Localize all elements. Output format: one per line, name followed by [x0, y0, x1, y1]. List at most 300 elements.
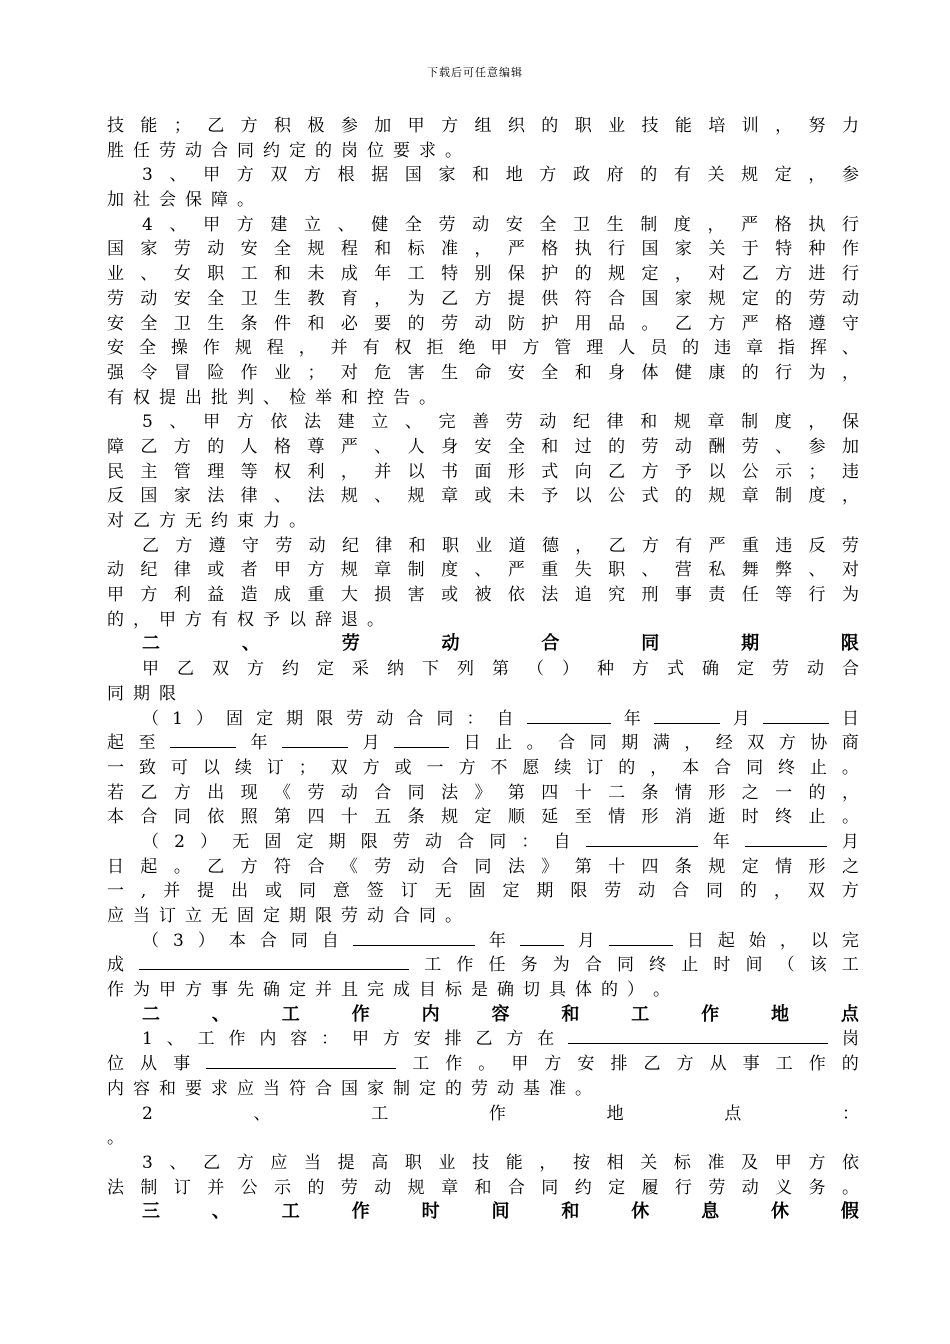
- char: 条: [407, 807, 425, 828]
- char: ，: [808, 412, 826, 433]
- char: 业: [274, 362, 292, 383]
- char: 据: [371, 165, 389, 186]
- char: 胜: [107, 140, 124, 161]
- char: 甲: [203, 165, 221, 186]
- char: （: [527, 659, 544, 680]
- char: 作: [228, 1029, 246, 1050]
- char: 用: [574, 313, 592, 334]
- char: 章: [441, 1177, 459, 1198]
- char: 过: [574, 436, 592, 457]
- text-line: [107, 361, 859, 386]
- char: 主: [140, 461, 158, 482]
- char: 的: [541, 116, 559, 136]
- char: 合: [558, 733, 576, 754]
- char: 国: [140, 486, 158, 507]
- char: 法: [441, 782, 459, 803]
- char: 甲: [159, 609, 176, 630]
- char: 弊: [775, 560, 793, 581]
- char: ，: [841, 362, 859, 383]
- char: 挥: [809, 338, 827, 359]
- char: 动: [140, 288, 158, 309]
- char: 严: [507, 560, 525, 581]
- char: 劳: [341, 906, 358, 926]
- char: 方: [841, 881, 859, 902]
- char: 同: [474, 856, 492, 877]
- char: 有: [362, 338, 380, 359]
- char: 和: [474, 1177, 492, 1198]
- char: 十: [608, 856, 626, 877]
- char: 并: [374, 461, 392, 482]
- char: 务: [808, 1177, 826, 1198]
- char: 合: [457, 831, 475, 852]
- char: 方: [159, 511, 176, 531]
- char: 商: [841, 733, 859, 754]
- char: 止: [495, 733, 513, 754]
- char: 法: [207, 486, 225, 507]
- char: ：: [841, 1103, 859, 1124]
- section-heading: [107, 1200, 859, 1225]
- char: 地: [505, 165, 523, 186]
- char: 参: [808, 436, 826, 457]
- char: 度: [774, 412, 792, 433]
- char: 甲: [511, 1054, 529, 1075]
- char: 逝: [708, 807, 726, 828]
- char: 安: [505, 214, 523, 235]
- char: 理: [207, 461, 225, 482]
- char: 的: [741, 362, 759, 383]
- char: 护: [541, 313, 559, 334]
- char: 职: [207, 264, 225, 285]
- char: 行: [841, 264, 859, 285]
- char: 消: [674, 807, 692, 828]
- text-line: [107, 114, 859, 139]
- char: 能: [505, 1152, 523, 1173]
- char: 乙: [475, 1029, 493, 1050]
- char: 障: [107, 436, 124, 457]
- char: 的: [674, 486, 692, 507]
- char: 规: [441, 807, 459, 828]
- char: 约: [574, 1177, 592, 1198]
- char: 家: [367, 1078, 384, 1099]
- char: 方: [641, 461, 659, 482]
- char: 日: [841, 708, 859, 729]
- char: 险: [207, 362, 225, 383]
- char: 同: [589, 733, 607, 754]
- char: 始: [748, 930, 766, 951]
- char: 第: [507, 782, 525, 803]
- char: 合: [842, 659, 859, 680]
- char: 月: [577, 930, 595, 951]
- text-line: [107, 386, 859, 411]
- char: 行: [775, 362, 793, 383]
- char: 》: [541, 856, 559, 877]
- fill-in-blank: [586, 830, 698, 847]
- char: 容: [133, 1078, 150, 1099]
- char: 工: [841, 955, 859, 976]
- char: 时: [741, 807, 759, 828]
- char: 5: [142, 412, 153, 433]
- char: 的: [775, 288, 793, 309]
- char: 固: [226, 708, 244, 729]
- char: ，: [298, 338, 316, 359]
- char: 基: [523, 1078, 540, 1099]
- char: 符: [574, 288, 592, 309]
- char: 求: [419, 140, 436, 161]
- char: 规: [708, 486, 726, 507]
- char: 为: [808, 362, 826, 383]
- char: 定: [474, 807, 492, 828]
- char: 有: [107, 387, 124, 408]
- char: 定: [737, 659, 754, 680]
- char: 束: [237, 511, 254, 531]
- text-line: [107, 1176, 859, 1201]
- char: ）: [197, 930, 215, 951]
- char: 安: [474, 436, 492, 457]
- char: 订: [266, 757, 284, 778]
- char: 完: [367, 980, 384, 1001]
- char: 件: [274, 313, 292, 334]
- char: 的: [315, 140, 332, 161]
- text-line: [107, 509, 859, 534]
- char: 动: [407, 856, 425, 877]
- char: 批: [211, 387, 228, 408]
- char: 3: [142, 1152, 153, 1173]
- char: 容: [491, 1003, 510, 1025]
- char: 合: [374, 782, 392, 803]
- char: 。: [107, 1128, 124, 1149]
- char: 提: [507, 288, 525, 309]
- char: 告: [393, 387, 410, 408]
- char: 终: [778, 757, 796, 778]
- char: 双: [330, 757, 348, 778]
- char: 当: [133, 906, 150, 926]
- char: 方: [506, 1029, 524, 1050]
- char: 依: [507, 585, 525, 606]
- char: 家: [674, 288, 692, 309]
- char: 方: [185, 980, 202, 1001]
- char: 和: [159, 1078, 176, 1099]
- text-line: [107, 287, 859, 312]
- char: 安: [507, 362, 525, 383]
- char: 息: [701, 1201, 720, 1223]
- char: 方: [236, 165, 254, 186]
- char: 立: [185, 906, 202, 926]
- char: 以: [708, 461, 726, 482]
- char: 防: [507, 313, 525, 334]
- char: 并: [207, 1177, 225, 1198]
- char: 体: [641, 362, 659, 383]
- char: 形: [808, 856, 826, 877]
- char: 格: [541, 239, 559, 260]
- char: 刑: [641, 585, 659, 606]
- char: 4: [142, 214, 153, 235]
- char: 二: [608, 782, 626, 803]
- char: 加: [107, 190, 124, 211]
- char: 社: [133, 190, 150, 211]
- text-line: [107, 435, 859, 460]
- char: 公: [240, 1177, 258, 1198]
- char: 方: [173, 782, 191, 803]
- char: 。: [641, 313, 659, 334]
- char: 作: [445, 1054, 463, 1075]
- char: 律: [375, 535, 393, 556]
- char: 四: [641, 856, 659, 877]
- char: 为: [133, 980, 150, 1001]
- char: 动: [638, 881, 656, 902]
- char: 障: [211, 190, 228, 211]
- char: 出: [231, 881, 249, 902]
- char: 。: [841, 757, 859, 778]
- char: 期: [536, 881, 554, 902]
- text-line: [107, 484, 859, 509]
- char: 一: [426, 757, 444, 778]
- char: 权: [133, 387, 150, 408]
- char: 切: [523, 980, 540, 1001]
- char: 。: [841, 1177, 859, 1198]
- char: 动: [424, 831, 442, 852]
- char: 业: [475, 535, 493, 556]
- char: 乙: [741, 264, 759, 285]
- char: 动: [441, 633, 460, 655]
- char: 或: [394, 757, 412, 778]
- char: 求: [211, 1078, 228, 1099]
- char: 卫: [572, 214, 590, 235]
- char: ，: [684, 733, 702, 754]
- char: 有: [211, 609, 228, 630]
- text-line: [107, 978, 859, 1003]
- char: 努: [808, 116, 826, 136]
- char: 、: [169, 214, 187, 235]
- char: 业: [107, 264, 124, 285]
- char: 劳: [808, 288, 826, 309]
- char: 技: [472, 1152, 490, 1173]
- char: 责: [708, 585, 726, 606]
- char: 纳: [387, 659, 404, 680]
- char: 以: [289, 609, 306, 630]
- char: 合: [259, 930, 277, 951]
- char: 严: [741, 214, 759, 235]
- char: 期: [289, 906, 306, 926]
- char: 出: [185, 387, 202, 408]
- char: 生: [274, 288, 292, 309]
- char: 建: [270, 214, 288, 235]
- char: 格: [274, 436, 292, 457]
- char: 点: [724, 1103, 742, 1124]
- char: 劳: [307, 782, 325, 803]
- char: 间: [491, 1201, 510, 1223]
- char: 乙: [140, 436, 158, 457]
- char: 书: [441, 461, 459, 482]
- char: 工: [631, 1003, 650, 1025]
- char: 定: [741, 856, 759, 877]
- char: 同: [541, 1177, 559, 1198]
- char: （: [142, 708, 159, 729]
- char: 权: [394, 338, 412, 359]
- char: 予: [541, 486, 559, 507]
- char: 保: [185, 190, 202, 211]
- text-line: [107, 262, 859, 287]
- char: 立: [371, 412, 389, 433]
- char: 规: [407, 486, 425, 507]
- char: 参: [841, 165, 859, 186]
- text-line: [107, 1151, 859, 1176]
- char: 《: [340, 856, 358, 877]
- text-line: [107, 410, 859, 435]
- char: 制: [640, 214, 658, 235]
- char: 和: [472, 165, 490, 186]
- char: 定: [502, 881, 520, 902]
- char: 方: [441, 116, 459, 136]
- char: 准: [549, 1078, 566, 1099]
- char: 甲: [274, 560, 292, 581]
- char: 职: [574, 116, 592, 136]
- fill-in-blank: [394, 731, 449, 748]
- char: 作: [351, 1201, 370, 1223]
- char: 。: [237, 190, 254, 211]
- char: 不: [490, 757, 508, 778]
- char: 乙: [203, 1152, 221, 1173]
- text-line: [107, 805, 859, 830]
- char: 同: [706, 881, 723, 902]
- char: 劳: [772, 659, 789, 680]
- char: ，: [674, 264, 692, 285]
- char: 的: [841, 1054, 859, 1075]
- text-line: [107, 1052, 859, 1077]
- char: 违: [775, 535, 793, 556]
- text-line: [107, 756, 859, 781]
- char: 规: [741, 165, 759, 186]
- char: 同: [617, 955, 634, 976]
- char: 五: [374, 807, 392, 828]
- char: 事: [742, 1054, 760, 1075]
- char: 权: [237, 609, 254, 630]
- char: 全: [507, 436, 525, 457]
- char: 方: [382, 1029, 400, 1050]
- char: 从: [709, 1054, 727, 1075]
- char: 十: [574, 782, 592, 803]
- char: 、: [641, 560, 659, 581]
- char: 营: [674, 560, 692, 581]
- char: 动: [472, 214, 490, 235]
- char: 以: [810, 930, 828, 951]
- char: 损: [374, 585, 392, 606]
- char: 反: [107, 486, 124, 507]
- char: 条: [641, 782, 659, 803]
- text-line: [107, 237, 859, 262]
- char: 内: [259, 1029, 277, 1050]
- char: 度: [441, 560, 459, 581]
- char: 动: [376, 708, 394, 729]
- char: 全: [404, 214, 422, 235]
- char: 定: [419, 1078, 436, 1099]
- char: 采: [352, 659, 369, 680]
- char: 方: [307, 560, 325, 581]
- char: 若: [107, 782, 124, 803]
- char: 和: [274, 264, 292, 285]
- char: 满: [652, 733, 670, 754]
- char: 确: [702, 659, 719, 680]
- char: 章: [746, 338, 764, 359]
- char: 合: [441, 856, 459, 877]
- text-line: [107, 904, 859, 929]
- char: 执: [574, 239, 592, 260]
- char: 方: [544, 1054, 562, 1075]
- char: 当: [263, 1078, 280, 1099]
- char: ）: [562, 659, 579, 680]
- char: 年: [250, 733, 268, 754]
- char: 立: [303, 214, 321, 235]
- char: ，: [650, 757, 668, 778]
- char: 地: [606, 1103, 624, 1124]
- char: 工: [281, 1201, 300, 1223]
- char: 方: [247, 659, 264, 680]
- char: 职: [608, 560, 626, 581]
- char: 能: [140, 116, 158, 136]
- char: 双: [270, 165, 288, 186]
- char: 舞: [741, 560, 759, 581]
- char: 方: [775, 264, 793, 285]
- char: 约: [211, 511, 228, 531]
- char: 生: [207, 313, 225, 334]
- char: 道: [508, 535, 526, 556]
- text-line: [107, 460, 859, 485]
- char: 合: [406, 708, 424, 729]
- char: 工: [424, 955, 442, 976]
- char: 民: [107, 461, 124, 482]
- char: 、: [211, 1201, 230, 1223]
- char: 动: [741, 1177, 759, 1198]
- char: 全: [207, 288, 225, 309]
- char: 从: [140, 1054, 158, 1075]
- char: 制: [393, 1078, 410, 1099]
- char: 同: [419, 906, 436, 926]
- char: 、: [211, 1003, 230, 1025]
- char: ；: [808, 461, 826, 482]
- char: 和: [574, 362, 592, 383]
- char: 业: [438, 1152, 456, 1173]
- char: 。: [367, 609, 384, 630]
- char: 关: [708, 239, 726, 260]
- char: ，: [779, 930, 797, 951]
- text-line: [107, 608, 859, 633]
- char: 安: [107, 313, 124, 334]
- char: 定: [256, 708, 274, 729]
- char: 行: [674, 1177, 692, 1198]
- char: 签: [366, 881, 384, 902]
- text-line: [107, 213, 859, 238]
- char: 会: [159, 190, 176, 211]
- char: 应: [270, 1152, 288, 1173]
- char: 月: [362, 733, 380, 754]
- char: 形: [641, 807, 659, 828]
- char: 身: [608, 362, 626, 383]
- char: 劳: [708, 1177, 726, 1198]
- char: 合: [608, 288, 626, 309]
- char: 。: [841, 807, 859, 828]
- char: 的: [682, 338, 700, 359]
- char: ，: [133, 609, 150, 630]
- char: 动: [207, 239, 225, 260]
- char: 无: [232, 831, 250, 852]
- char: ，: [841, 782, 859, 803]
- char: 动: [367, 906, 384, 926]
- char: 无: [211, 906, 228, 926]
- char: 岗: [341, 140, 358, 161]
- char: 二: [142, 1003, 160, 1025]
- char: 育: [340, 288, 358, 309]
- char: 方: [676, 1054, 694, 1075]
- char: 之: [741, 782, 759, 803]
